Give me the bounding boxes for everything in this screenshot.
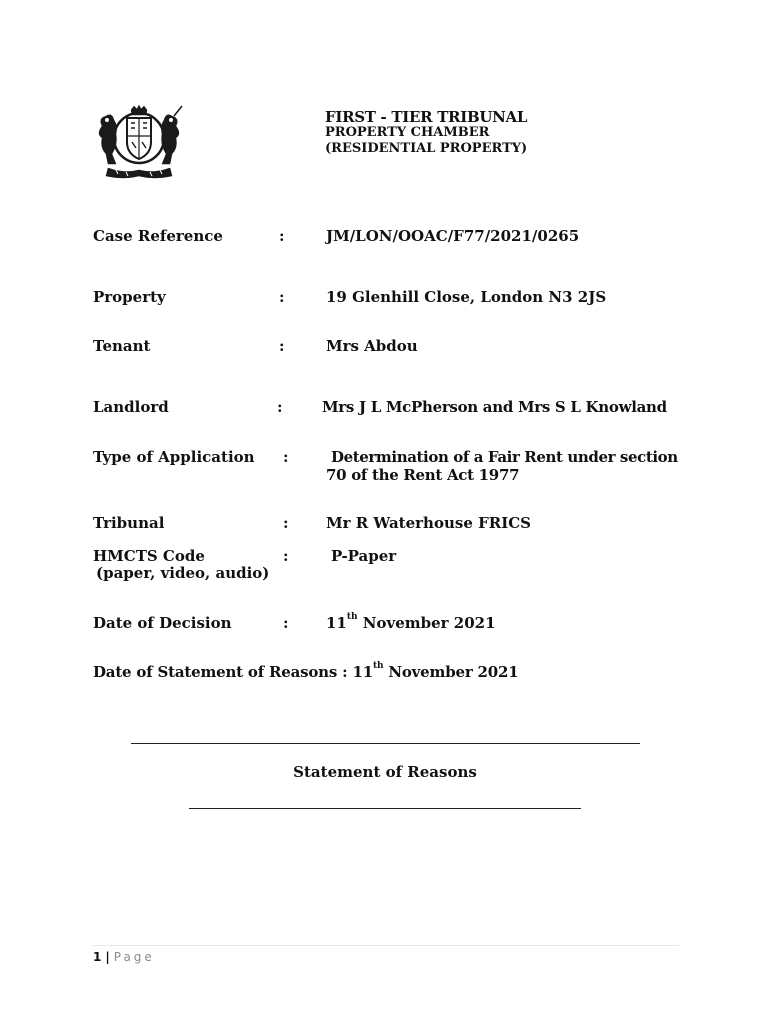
chamber-subtitle: (RESIDENTIAL PROPERTY) [325, 141, 528, 156]
tenant-value: Mrs Abdou [326, 337, 418, 355]
colon: : [279, 227, 285, 245]
divider-bottom [189, 808, 581, 809]
tribunal-title: FIRST - TIER TRIBUNAL [325, 108, 528, 126]
colon: : [283, 614, 289, 632]
royal-crest-icon [94, 104, 184, 180]
colon: : [283, 448, 289, 466]
chamber-title: PROPERTY CHAMBER [325, 125, 490, 140]
statement-date-line: Date of Statement of Reasons : 11th November 2021 [93, 661, 519, 681]
footer-divider [93, 945, 679, 946]
page-number: 1 [93, 950, 102, 964]
section-title: Statement of Reasons [293, 763, 477, 781]
page-word: Page [113, 950, 155, 964]
hmcts-code-sublabel: (paper, video, audio) [96, 564, 270, 582]
case-reference-label: Case Reference [93, 227, 223, 245]
decision-date-label: Date of Decision [93, 614, 232, 632]
hmcts-code-label: HMCTS Code [93, 547, 205, 565]
case-reference-value: JM/LON/OOAC/F77/2021/0265 [326, 227, 580, 245]
divider-top [131, 743, 640, 744]
tribunal-label: Tribunal [93, 514, 165, 532]
application-type-value-line1: Determination of a Fair Rent under section [331, 448, 678, 466]
tenant-label: Tenant [93, 337, 151, 355]
property-label: Property [93, 288, 166, 306]
property-value: 19 Glenhill Close, London N3 2JS [326, 288, 607, 306]
statement-date-label: Date of Statement of Reasons : [93, 663, 348, 681]
hmcts-code-value: P-Paper [331, 547, 397, 565]
landlord-value: Mrs J L McPherson and Mrs S L Knowland [322, 398, 667, 416]
colon: : [283, 514, 289, 532]
colon: : [279, 288, 285, 306]
page-footer: 1 | Page [93, 950, 155, 964]
colon: : [283, 547, 289, 565]
application-type-value-line2: 70 of the Rent Act 1977 [326, 466, 520, 484]
landlord-label: Landlord [93, 398, 169, 416]
decision-date-value: 11th November 2021 [326, 612, 496, 632]
tribunal-value: Mr R Waterhouse FRICS [326, 514, 531, 532]
colon: : [277, 398, 283, 416]
application-type-label: Type of Application [93, 448, 255, 466]
colon: : [279, 337, 285, 355]
